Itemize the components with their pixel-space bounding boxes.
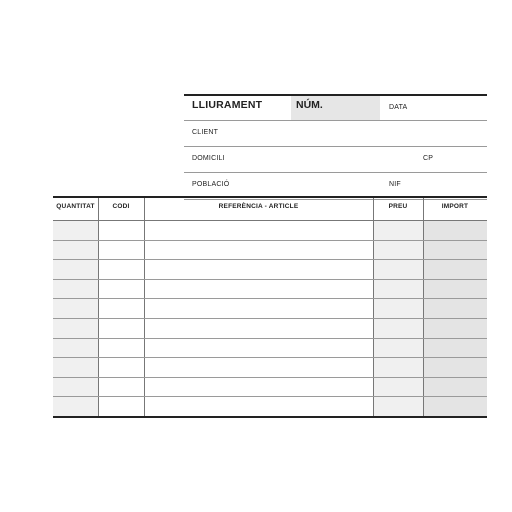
form-title: LLIURAMENT (192, 99, 263, 111)
header-row-client[interactable] (184, 121, 487, 147)
items-table (53, 196, 487, 418)
row-divider (53, 298, 487, 299)
column-divider (373, 198, 374, 416)
tax-id-label: NIF (389, 181, 401, 188)
form-header (184, 94, 487, 200)
row-divider (53, 396, 487, 397)
column-divider (144, 198, 145, 416)
column-divider (98, 198, 99, 416)
header-row-title (184, 94, 487, 121)
row-divider (53, 259, 487, 260)
number-label: NÚM. (296, 99, 323, 111)
column-header-code: CODI (112, 203, 130, 210)
column-header-price: PREU (388, 203, 408, 210)
column-header-reference: REFERÈNCIA - ARTICLE (218, 203, 299, 210)
row-divider (53, 318, 487, 319)
column-header-quantity: QUANTITAT (56, 203, 95, 210)
header-divider (53, 220, 487, 221)
date-label: DATA (389, 104, 408, 111)
row-divider (53, 279, 487, 280)
row-divider (53, 240, 487, 241)
header-row-address[interactable] (184, 147, 487, 173)
row-divider (53, 357, 487, 358)
postcode-label: CP (423, 155, 434, 162)
column-divider (423, 198, 424, 416)
row-divider (53, 377, 487, 378)
address-label: DOMICILI (192, 155, 225, 162)
column-header-amount: IMPORT (441, 203, 469, 210)
number-field[interactable] (291, 96, 380, 120)
town-label: POBLACIÓ (192, 181, 230, 188)
row-divider (53, 338, 487, 339)
client-label: CLIENT (192, 129, 219, 136)
